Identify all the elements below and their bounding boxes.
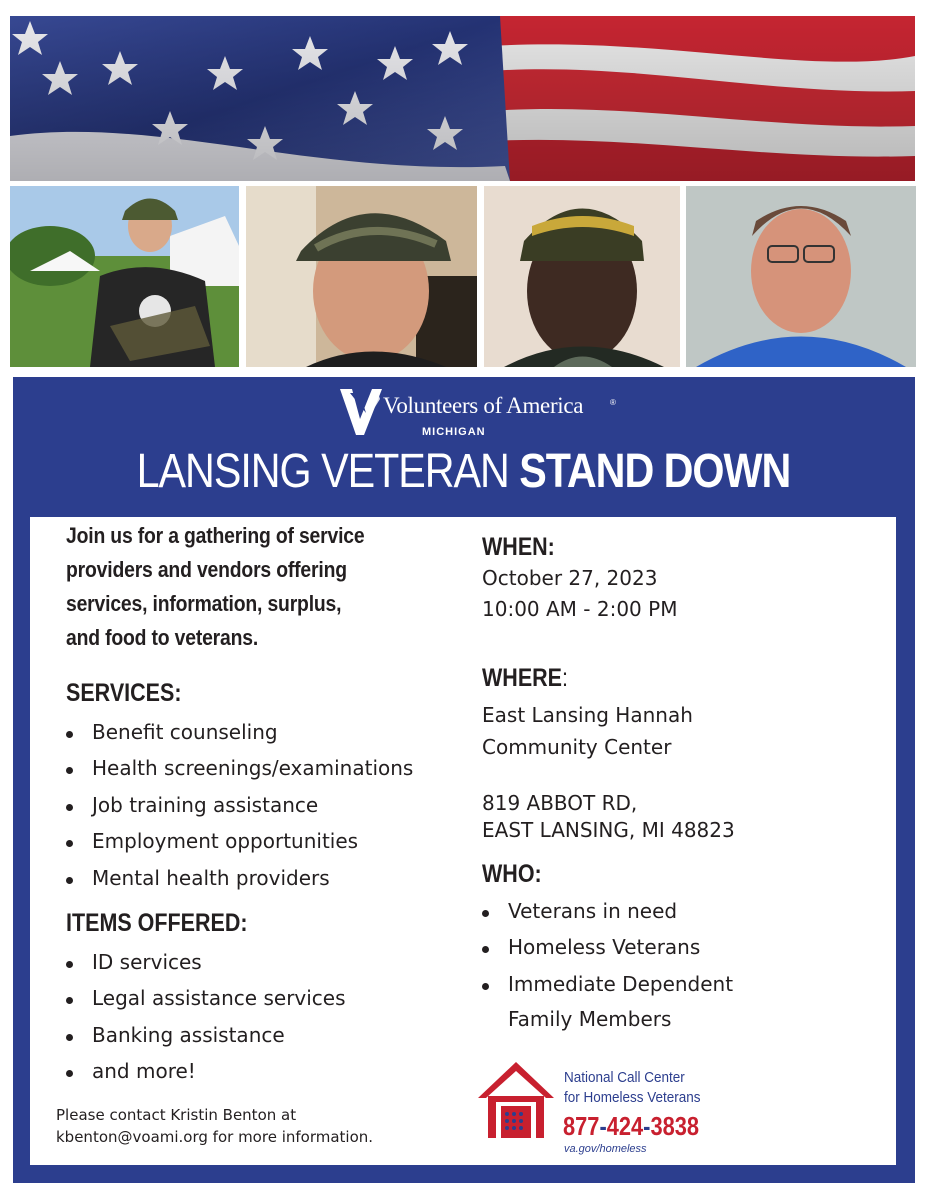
who-continuation: Family Members <box>508 1007 672 1031</box>
venue-name-line2: Community Center <box>482 735 672 759</box>
american-flag-banner <box>10 16 915 181</box>
house-icon <box>476 1058 556 1140</box>
call-center-line: for Homeless Veterans <box>564 1089 701 1106</box>
intro-line: providers and vendors offering <box>66 557 347 582</box>
where-label: WHERE <box>482 664 563 692</box>
address-line1: 819 ABBOT RD, <box>482 791 638 815</box>
where-colon: : <box>562 664 569 692</box>
title-bold: STAND DOWN <box>519 445 791 498</box>
list-item: Health screenings/examinations <box>65 756 413 792</box>
list-item: Benefit counseling <box>65 720 413 756</box>
veteran-photo-4 <box>686 186 916 367</box>
intro-line: services, information, surplus, <box>66 591 342 616</box>
items-offered-heading: ITEMS OFFERED: <box>66 909 248 937</box>
intro-line: Join us for a gathering of service <box>66 523 365 548</box>
items-offered-list <box>65 950 346 1096</box>
when-heading: WHEN: <box>482 533 555 561</box>
call-center-name <box>564 1068 701 1108</box>
who-heading: WHO: <box>482 860 542 888</box>
list-item: Veterans in need <box>481 899 733 935</box>
title-regular: LANSING VETERAN <box>136 445 520 498</box>
services-list <box>65 720 413 902</box>
list-item: and more! <box>65 1059 346 1095</box>
event-time: 10:00 AM - 2:00 PM <box>482 597 678 621</box>
contact-email-line[interactable]: kbenton@voami.org for more information. <box>56 1128 374 1146</box>
services-heading: SERVICES: <box>66 679 182 707</box>
list-item: Employment opportunities <box>65 829 413 865</box>
list-item: Homeless Veterans <box>481 935 733 971</box>
list-item: Legal assistance services <box>65 986 346 1022</box>
org-name: Volunteers of America <box>383 393 584 418</box>
phone-part: 3838 <box>650 1111 700 1141</box>
phone-part: 877 <box>563 1111 600 1141</box>
veteran-photo-1 <box>10 186 239 367</box>
where-heading <box>482 664 568 693</box>
intro-text <box>66 519 364 655</box>
contact-info <box>56 1104 373 1148</box>
call-center-line: National Call Center <box>564 1069 685 1086</box>
venue-name: East Lansing Hannah <box>482 703 693 727</box>
phone-dash: - <box>643 1111 651 1141</box>
call-center-url[interactable]: va.gov/homeless <box>564 1143 647 1155</box>
event-date: October 27, 2023 <box>482 566 658 590</box>
list-item: Job training assistance <box>65 793 413 829</box>
veteran-photo-3 <box>484 186 680 367</box>
who-list <box>481 899 733 1008</box>
intro-line: and food to veterans. <box>66 625 259 650</box>
phone-part: 424 <box>606 1111 644 1141</box>
phone-dash: - <box>599 1111 607 1141</box>
list-item: Mental health providers <box>65 866 413 902</box>
veteran-photo-2 <box>246 186 477 367</box>
org-region: MICHIGAN <box>422 426 486 438</box>
call-center-phone[interactable] <box>563 1111 699 1142</box>
list-item: Immediate Dependent <box>481 972 733 1008</box>
registered-mark: ® <box>610 398 616 407</box>
list-item: Banking assistance <box>65 1023 346 1059</box>
contact-line: Please contact Kristin Benton at <box>56 1106 297 1124</box>
list-item: ID services <box>65 950 346 986</box>
event-title <box>65 444 862 499</box>
address-line2: EAST LANSING, MI 48823 <box>482 818 735 842</box>
